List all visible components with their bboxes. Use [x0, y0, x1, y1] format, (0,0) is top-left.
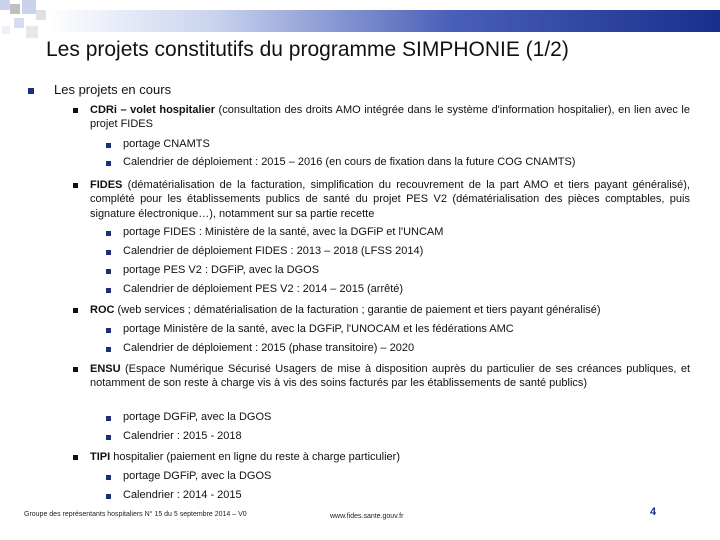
bullet-square [73, 308, 78, 313]
sub-item: portage DGFiP, avec la DGOS [123, 411, 272, 423]
page-number: 4 [650, 506, 657, 518]
bullet-square [106, 288, 111, 293]
sub-item: Calendrier de déploiement PES V2 : 2014 – 2015 (arrêté) [123, 283, 404, 295]
bullet-square [106, 494, 111, 499]
page-title: Les projets constitutifs du programme SIMPHONIE (1/2) [46, 38, 569, 61]
bullet-square [106, 416, 111, 421]
sub-item: Calendrier de déploiement : 2015 – 2016 (en cours de fixation dans la future COG CNAMTS) [123, 156, 576, 168]
bullet-square [73, 183, 78, 188]
bullet-square [73, 367, 78, 372]
footer-url[interactable]: www.fides.sante.gouv.fr [330, 513, 404, 520]
sub-item: Calendrier : 2014 - 2015 [123, 489, 242, 501]
bullet-square [106, 475, 111, 480]
project-roc: ROC (web services ; dématérialisation de la facturation ; garantie de paiement et tiers payant généralisé) [90, 304, 601, 316]
sub-item: portage PES V2 : DGFiP, avec la DGOS [123, 264, 320, 276]
bullet-square [28, 88, 34, 94]
bullet-square [106, 161, 111, 166]
section-heading: Les projets en cours [54, 82, 172, 97]
bullet-square [106, 347, 111, 352]
sub-item: Calendrier de déploiement : 2015 (phase transitoire) – 2020 [123, 342, 415, 354]
sub-item: Calendrier : 2015 - 2018 [123, 430, 242, 442]
title-bar-gradient [46, 10, 720, 32]
sub-item: portage CNAMTS [123, 138, 210, 150]
sub-item: portage FIDES : Ministère de la santé, avec la DGFiP et l'UNCAM [123, 226, 444, 238]
bullet-square [106, 269, 111, 274]
bullet-square [73, 108, 78, 113]
project-ensu: ENSU (Espace Numérique Sécurisé Usagers de mise à disposition auprès du particulier de ses créances publiques, et notamment de son reste à charge vis à vis des soins facturés par les établissements de santé publics) [90, 363, 690, 390]
project-tipi: TIPI hospitalier (paiement en ligne du reste à charge particulier) [90, 451, 400, 463]
project-fides: FIDES (dématérialisation de la facturation, simplification du recouvrement de la part AMO et tiers payant généralisé), complété pour les établissements publics de santé du projet PES V2 (dématérialisation des pièces comptables, puis signature électronique…), notamment sur sa partie recette [90, 179, 690, 220]
bullet-square [106, 435, 111, 440]
sub-item: Calendrier de déploiement FIDES : 2013 – 2018 (LFSS 2014) [123, 245, 424, 257]
bullet-square [106, 328, 111, 333]
footer-meeting-info: Groupe des représentants hospitaliers N° 15 du 5 septembre 2014 – V0 [24, 511, 247, 518]
sub-item: portage Ministère de la santé, avec la DGFiP, l'UNOCAM et les fédérations AMC [123, 323, 514, 335]
sub-item: portage DGFiP, avec la DGOS [123, 470, 272, 482]
bullet-square [106, 143, 111, 148]
project-cdri: CDRi – volet hospitalier (consultation des droits AMO intégrée dans le système d'information hospitalier), en lien avec le projet FIDES [90, 104, 690, 131]
bullet-square [73, 455, 78, 460]
bullet-square [106, 231, 111, 236]
bullet-square [106, 250, 111, 255]
